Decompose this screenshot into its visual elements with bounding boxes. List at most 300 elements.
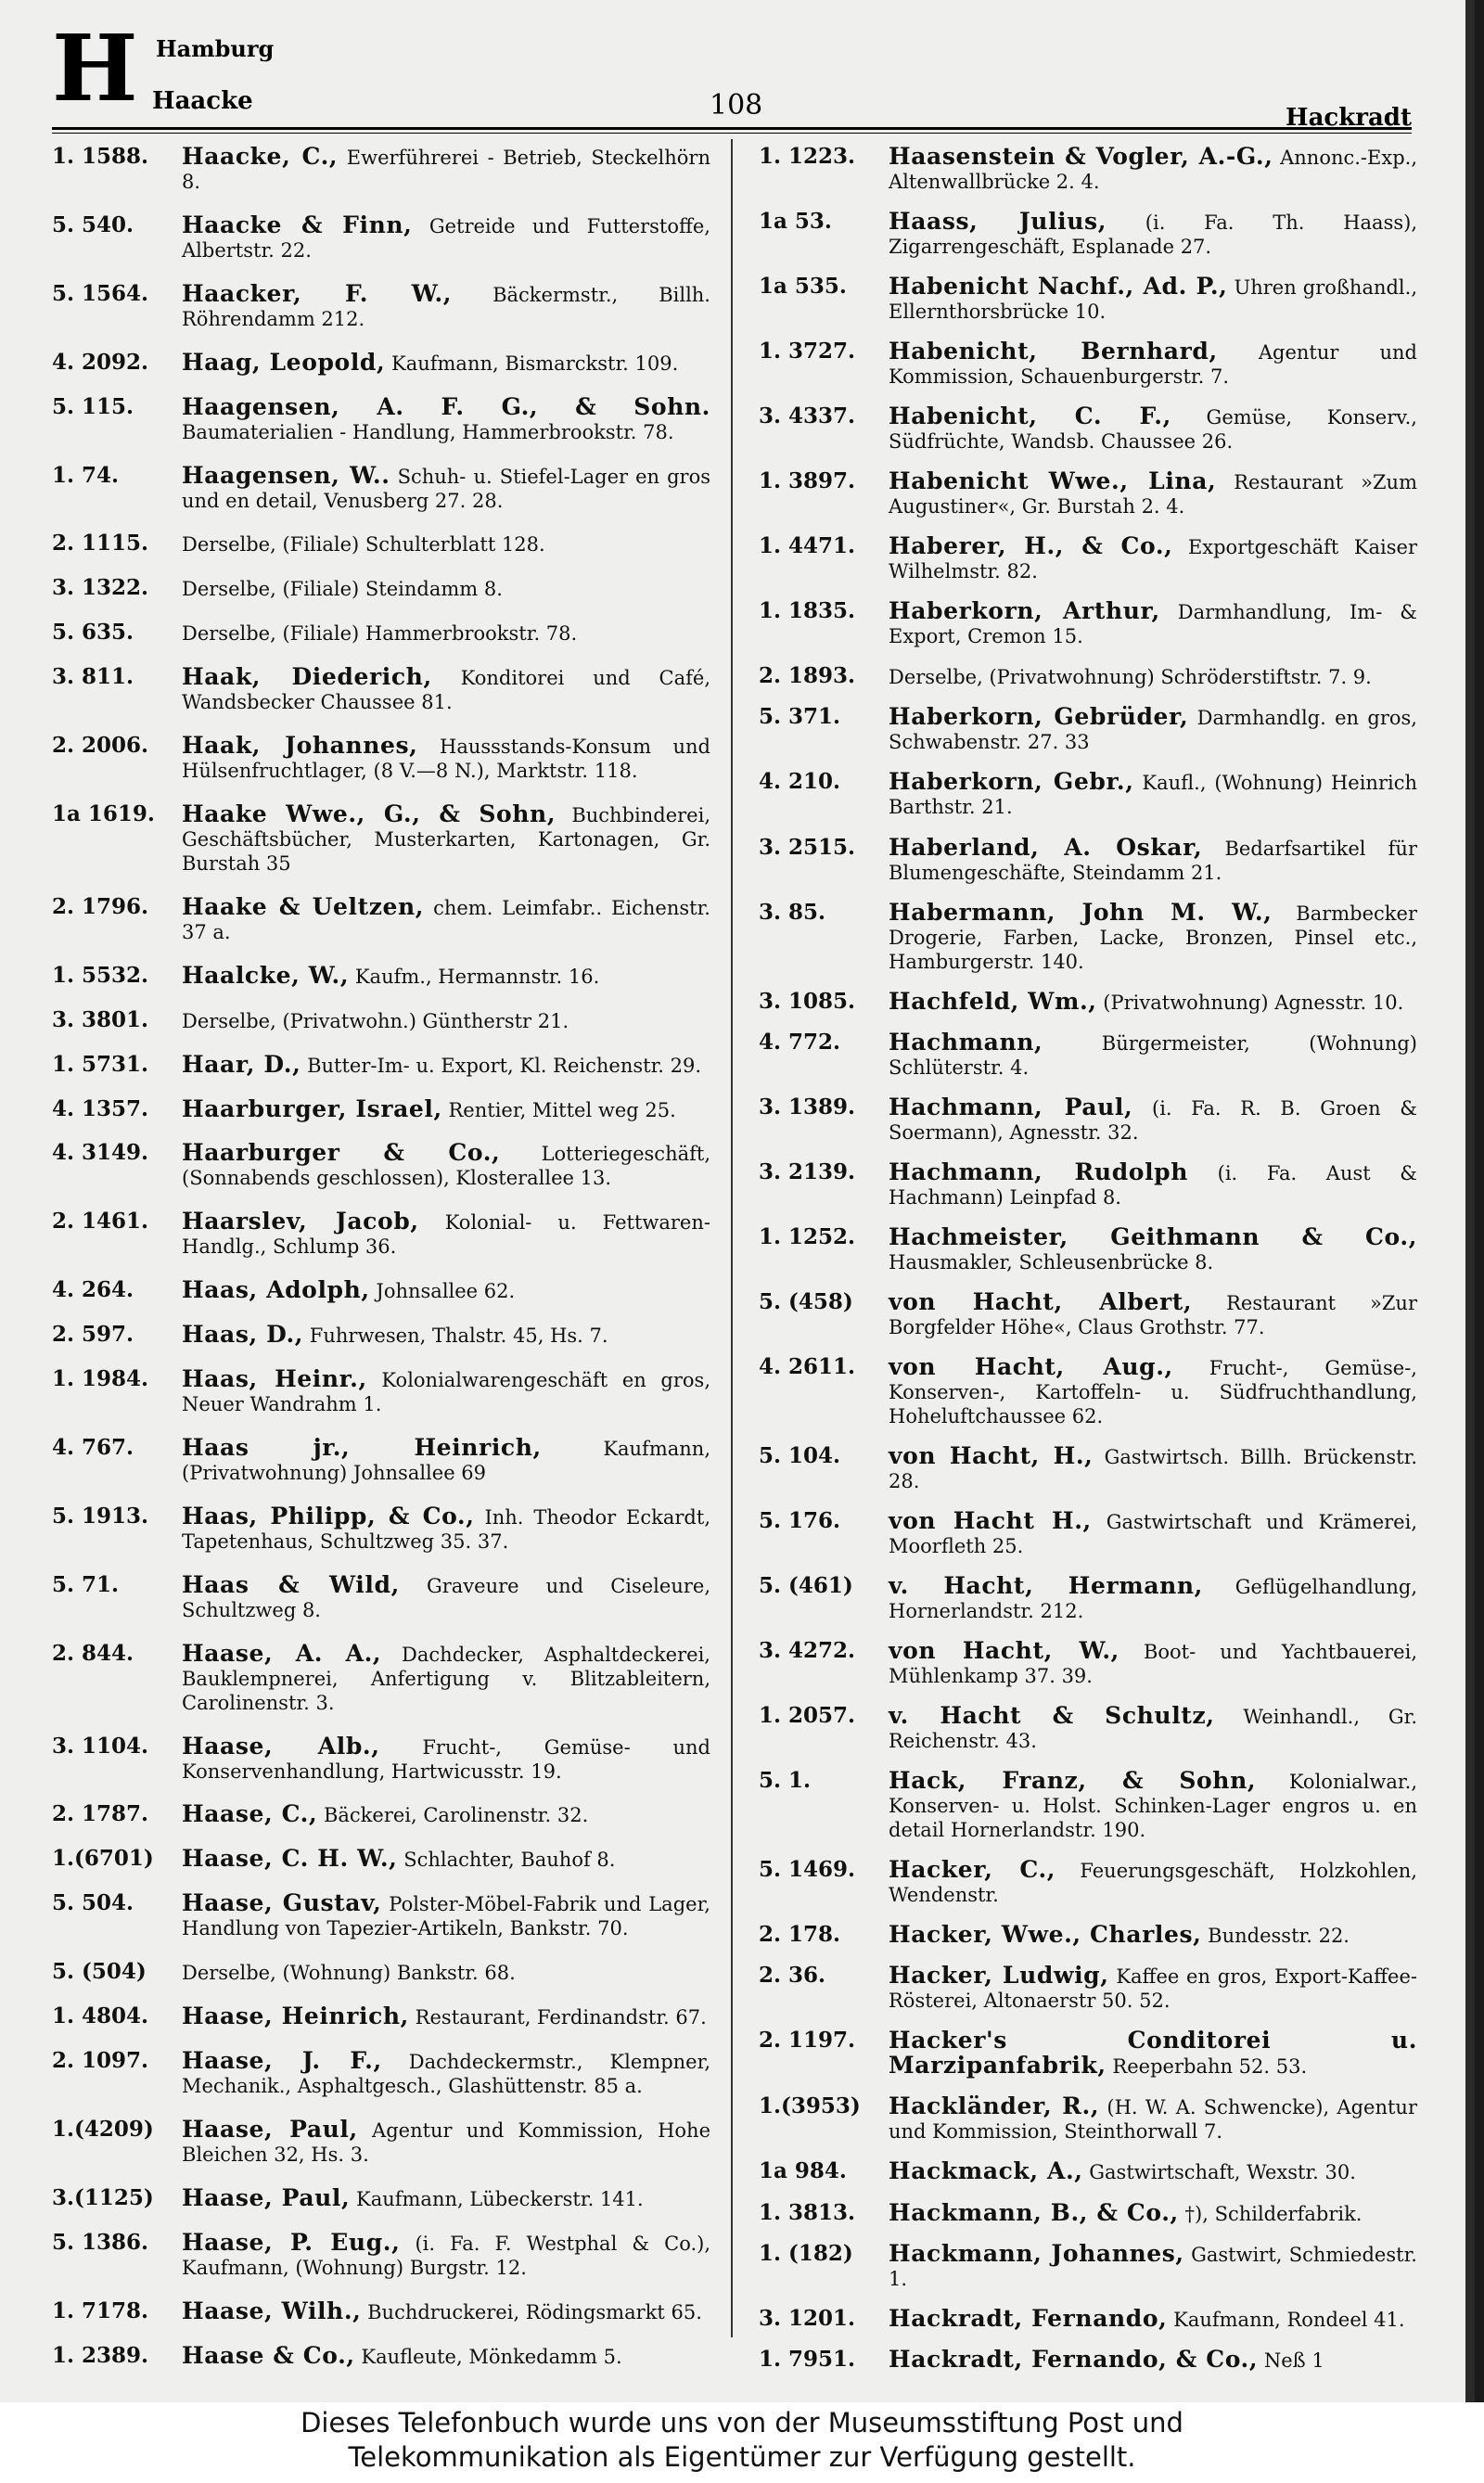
right-column xyxy=(759,145,1417,2388)
page-header xyxy=(0,0,1475,148)
entry-details: Buchbinderei, Geschäftsbücher, Musterkarten, Kartonagen, Gr. Burstah 35 xyxy=(182,803,710,875)
entry-name: Haas, Adolph, xyxy=(182,1276,370,1304)
entry-details: Weinhandl., Gr. Reichenstr. 43. xyxy=(889,1706,1418,1753)
directory-entry xyxy=(759,1923,1417,1948)
directory-entry xyxy=(52,279,710,331)
phone-number: 2. 597. xyxy=(52,1322,134,1348)
entry-details: Geflügelhandlung, Hornerlandstr. 212. xyxy=(889,1576,1417,1623)
entry-details: Inh. Theodor Eckardt, Tapetenhaus, Schultzweg 35. 37. xyxy=(182,1505,710,1553)
entry-details: Kaufm., Hermannstr. 16. xyxy=(354,965,600,988)
directory-entry xyxy=(759,210,1417,259)
entry-name: Haase & Co., xyxy=(182,2341,355,2369)
phone-number: 5. 1. xyxy=(759,1768,812,1794)
entry-details: Feuerungsgeschäft, Holzkohlen, Wendenstr. xyxy=(889,1860,1417,1907)
entry-name: Hacker, C., xyxy=(889,1856,1056,1884)
directory-entry xyxy=(759,705,1417,754)
entry-name: Haas, D., xyxy=(182,1321,304,1349)
phone-number: 3. 1104. xyxy=(52,1733,149,1759)
phone-number: 1a 984. xyxy=(759,2158,847,2184)
directory-entry xyxy=(52,1639,710,1715)
entry-details: Agentur und Kommission, Schauenburgerstr. 7. xyxy=(889,341,1417,389)
phone-number: 1. 4804. xyxy=(52,2003,149,2029)
phone-number: 1. 7178. xyxy=(52,2297,149,2323)
entry-details: Derselbe, (Filiale) Steindamm 8. xyxy=(182,578,503,601)
phone-number: 4. 767. xyxy=(52,1434,134,1460)
entry-details: Bedarfsartikel für Blumengeschäfte, Steindamm 21. xyxy=(889,837,1417,884)
phone-number: 3. 4337. xyxy=(759,403,856,429)
entry-name: Haase, Gustav, xyxy=(182,1889,382,1917)
entry-details: Gemüse, Konserv., Südfrüchte, Wandsb. Chaussee 26. xyxy=(889,406,1417,454)
directory-entry xyxy=(759,2239,1417,2291)
phone-number: 3. 1389. xyxy=(759,1094,856,1120)
entry-name: Haas, Heinr., xyxy=(182,1365,367,1393)
entry-name: Haase, P. Eug., xyxy=(182,2228,401,2256)
directory-entry xyxy=(759,1222,1417,1274)
entry-details: Exportgeschäft Kaiser Wilhelmstr. 82. xyxy=(889,536,1417,583)
directory-entry xyxy=(759,664,1417,689)
entry-name: Haas & Wild, xyxy=(182,1570,400,1598)
entry-name: Hacker, Wwe., Charles, xyxy=(889,1921,1202,1949)
directory-entry xyxy=(759,1160,1417,1210)
directory-entry xyxy=(52,1960,710,1985)
phone-number: 2. 1197. xyxy=(759,2028,856,2054)
entry-name: Haase, A. A., xyxy=(182,1639,382,1667)
directory-entry xyxy=(52,348,710,376)
entry-name: Hachmann, xyxy=(889,1028,1043,1056)
page-edge xyxy=(1465,0,1475,2402)
directory-entry xyxy=(52,1141,710,1190)
entry-name: Haacke & Finn, xyxy=(182,211,413,238)
footer-line-1: Dieses Telefonbuch wurde uns von der Museumsstiftung Post und xyxy=(301,2407,1183,2438)
phone-number: 2. 1461. xyxy=(52,1209,149,1235)
directory-entry xyxy=(52,892,710,944)
directory-entry xyxy=(52,1050,710,1078)
entry-name: Haarburger, Israel, xyxy=(182,1094,442,1122)
phone-number: 1. 74. xyxy=(52,462,120,488)
entry-name: Hachmeister, Geithmann & Co., xyxy=(889,1222,1417,1250)
entry-details: Kaufmann, Lübeckerstr. 141. xyxy=(356,2187,644,2210)
directory-entry xyxy=(759,1964,1417,2013)
directory-entry xyxy=(52,576,710,601)
entry-details: chem. Leimfabr.. Eichenstr. 37 a. xyxy=(182,896,710,943)
directory-entry xyxy=(52,734,710,783)
phone-number: 1. 3813. xyxy=(759,2199,856,2225)
entry-name: Hacker, Ludwig, xyxy=(889,1962,1109,1990)
entry-details: Schlachter, Bauhof 8. xyxy=(403,1849,616,1872)
directory-entry xyxy=(52,2228,711,2280)
phone-number: 5. 1913. xyxy=(52,1503,149,1529)
directory-entry xyxy=(759,1352,1417,1428)
phone-number: 2. 1115. xyxy=(52,531,149,557)
entry-name: Haagensen, A. F. G., & Sohn. xyxy=(182,392,710,420)
entry-details: (Privatwohnung) Agnesstr. 10. xyxy=(1103,991,1404,1014)
directory-entry xyxy=(52,461,710,513)
entry-name: Haas jr., Heinrich, xyxy=(182,1433,542,1461)
phone-number: 5. 1386. xyxy=(52,2229,149,2255)
phone-number: 2. 1787. xyxy=(52,1801,149,1827)
phone-number: 1. 3897. xyxy=(759,468,856,494)
entry-details: Derselbe, (Wohnung) Bankstr. 68. xyxy=(182,1962,516,1985)
entry-name: von Hacht, Aug., xyxy=(889,1352,1173,1380)
phone-number: 3. 3801. xyxy=(52,1006,149,1032)
phone-number: 2. 1097. xyxy=(52,2048,149,2073)
directory-entry xyxy=(52,1802,710,1827)
entry-name: von Hacht, Albert, xyxy=(889,1287,1193,1315)
phone-number: 3.(1125) xyxy=(52,2184,154,2210)
phone-number: 3. 2139. xyxy=(759,1158,856,1184)
entry-details: Kaffee en gros, Export-Kaffee-Rösterei, Altonaerstr 50. 52. xyxy=(889,1965,1417,2013)
phone-number: 2. 36. xyxy=(759,1963,826,1989)
phone-number: 3. 85. xyxy=(759,899,826,925)
entry-details: Getreide und Futterstoffe, Albertstr. 22. xyxy=(182,214,710,262)
entry-name: Haase, Heinrich, xyxy=(182,2003,409,2030)
entry-details: (i. Fa. Aust & Hachmann) Leinpfad 8. xyxy=(889,1161,1417,1209)
entry-details: Kolonial- u. Fettwaren-Handlg., Schlump 36. xyxy=(182,1211,710,1259)
entry-name: Haberer, H., & Co., xyxy=(889,532,1173,560)
directory-entry xyxy=(52,1008,710,1033)
directory-entry xyxy=(52,1323,710,1348)
entry-details: Kolonialwar., Konserven- u. Holst. Schinken-Lager engros u. en detail Hornerlandstr. 190. xyxy=(889,1771,1417,1842)
entry-name: Haacker, F. W., xyxy=(182,279,453,307)
entry-name: Haberkorn, Arthur, xyxy=(889,597,1160,625)
directory-entry xyxy=(52,802,710,876)
phone-number: 2. 844. xyxy=(52,1640,134,1666)
directory-entry xyxy=(759,404,1417,454)
phone-number: 1a 53. xyxy=(759,209,832,235)
entry-details: Bäckerei, Carolinenstr. 32. xyxy=(323,1804,589,1827)
footer-line-2: Telekommunikation als Eigentümer zur Verfügung gestellt. xyxy=(348,2441,1136,2473)
phone-number: 3. 2515. xyxy=(759,834,856,860)
directory-entry xyxy=(759,145,1417,194)
entry-name: Habenicht Nachf., Ad. P., xyxy=(889,273,1228,301)
entry-details: Polster-Möbel-Fabrik und Lager, Handlung von Tapezier-Artikeln, Bankstr. 70. xyxy=(182,1893,710,1940)
directory-entry xyxy=(759,1441,1418,1493)
entry-name: Haase, C., xyxy=(182,1800,318,1828)
directory-entry xyxy=(759,534,1417,583)
phone-number: 1.(4209) xyxy=(52,2116,154,2142)
directory-entry xyxy=(759,2345,1417,2373)
entry-name: Hack, Franz, & Sohn, xyxy=(889,1767,1257,1795)
entry-details: Gastwirtschaft, Wexstr. 30. xyxy=(1089,2161,1356,2184)
entry-name: Haberkorn, Gebr., xyxy=(889,768,1134,796)
entry-details: †), Schilderfabrik. xyxy=(1184,2202,1362,2225)
entry-details: Kaufmann, (Privatwohnung) Johnsallee 69 xyxy=(182,1437,710,1484)
phone-number: 3. 1201. xyxy=(759,2305,856,2331)
header-rule xyxy=(52,127,1412,134)
entry-details: Lotteriegeschäft, (Sonnabends geschlossen), Klosterallee 13. xyxy=(182,1143,710,1190)
directory-entry xyxy=(759,339,1417,389)
directory-entry xyxy=(759,1639,1417,1688)
entry-details: Rentier, Mittel weg 25. xyxy=(448,1098,676,1121)
directory-entry xyxy=(759,1030,1417,1080)
phone-number: 2. 1893. xyxy=(759,663,856,689)
phone-number: 1. 4471. xyxy=(759,533,856,559)
entry-name: von Hacht, W., xyxy=(889,1637,1119,1665)
entry-name: Haake & Ueltzen, xyxy=(182,892,425,920)
phone-number: 1.(3953) xyxy=(759,2093,861,2119)
entry-details: Kaufleute, Mönkedamm 5. xyxy=(361,2345,622,2368)
directory-entry xyxy=(52,2299,710,2324)
phone-number: 3. 1322. xyxy=(52,575,149,601)
directory-entry xyxy=(52,1504,710,1554)
directory-entry xyxy=(52,392,710,444)
entry-name: Hackradt, Fernando, xyxy=(889,2304,1168,2332)
directory-entry xyxy=(759,1287,1417,1339)
directory-entry xyxy=(759,1858,1417,1907)
phone-number: 1. 1588. xyxy=(52,144,149,169)
phone-number: 5. 115. xyxy=(52,393,134,419)
phone-number: 5. 504. xyxy=(52,1890,134,1916)
phone-number: 1. 3727. xyxy=(759,339,856,365)
phone-number: 2. 2006. xyxy=(52,733,149,759)
entry-details: Graveure und Ciseleure, Schultzweg 8. xyxy=(182,1574,710,1621)
entry-name: v. Hacht, Hermann, xyxy=(889,1572,1203,1600)
entry-name: Hackmack, A., xyxy=(889,2157,1083,2185)
entry-details: Kaufmann, Rondeel 41. xyxy=(1173,2308,1405,2331)
entry-name: Hackmann, B., & Co., xyxy=(889,2198,1179,2226)
directory-entry xyxy=(759,2198,1417,2226)
entry-details: Dachdecker, Asphaltdeckerei, Bauklempnerei, Anfertigung v. Blitzableitern, Carolinenstr. 3. xyxy=(182,1643,710,1714)
entry-name: Haagensen, W.. xyxy=(182,461,390,489)
entry-details: Ewerführerei - Betrieb, Steckelhörn 8. xyxy=(182,147,710,193)
phone-number: 5. (458) xyxy=(759,1288,853,1314)
directory-entry xyxy=(52,1433,710,1485)
phone-number: 4. 1357. xyxy=(52,1095,149,1121)
directory-entry xyxy=(52,961,710,989)
entry-details: Darmhandlung, Im- & Export, Cremon 15. xyxy=(889,601,1417,648)
directory-entry xyxy=(759,2159,1417,2184)
entry-details: Bürgermeister, (Wohnung) Schlüterstr. 4. xyxy=(889,1031,1417,1079)
entry-name: Hachmann, Paul, xyxy=(889,1093,1133,1120)
entry-details: Restaurant »Zum Augustiner«, Gr. Burstah 2. 4. xyxy=(889,471,1417,518)
entry-details: Konditorei und Café, Wandsbecker Chaussee 81. xyxy=(182,667,710,714)
directory-entry xyxy=(52,213,710,262)
directory-entry xyxy=(52,2183,710,2211)
directory-entry xyxy=(52,2341,710,2369)
entry-details: Restaurant »Zur Borgfelder Höhe«, Claus Grothstr. 77. xyxy=(889,1291,1417,1338)
directory-entry xyxy=(759,987,1417,1015)
phone-number: 2. 178. xyxy=(759,1922,841,1948)
entry-name: Haass, Julius, xyxy=(889,208,1107,236)
entry-name: Haarslev, Jacob, xyxy=(182,1208,419,1235)
phone-number: 5. 176. xyxy=(759,1507,841,1533)
entry-name: Haase, Paul, xyxy=(182,2183,351,2211)
entry-details: (i. Fa. R. B. Groen & Soermann), Agnesstr. 32. xyxy=(889,1096,1417,1144)
entry-details: Gastwirt, Schmiedestr. 1. xyxy=(889,2243,1417,2290)
entry-details: (H. W. A. Schwencke), Agentur und Kommission, Steinthorwall 7. xyxy=(889,2096,1417,2144)
phone-number: 5. 71. xyxy=(52,1571,120,1597)
footer-credit xyxy=(0,2402,1484,2483)
section-letter: H xyxy=(52,16,138,122)
phone-number: 1. 2057. xyxy=(759,1703,856,1729)
directory-entry xyxy=(759,599,1417,648)
phone-number: 1a 1619. xyxy=(52,800,155,826)
phone-number: 1. 7951. xyxy=(759,2346,856,2372)
column-divider xyxy=(731,139,733,2337)
entry-name: Hackländer, R., xyxy=(889,2093,1100,2120)
directory-entry xyxy=(52,665,710,714)
entry-details: Baumaterialien - Handlung, Hammerbrookstr. 78. xyxy=(182,420,674,443)
phone-number: 5. (461) xyxy=(759,1573,853,1599)
phone-number: 4. 2092. xyxy=(52,349,149,375)
directory-entry xyxy=(52,1891,710,1940)
entry-details: Agentur und Kommission, Hohe Bleichen 32, Hs. 3. xyxy=(182,2118,710,2166)
entry-name: Haase, Paul, xyxy=(182,2115,358,2143)
directory-entry xyxy=(759,898,1417,974)
entry-details: Gastwirtschaft und Krämerei, Moorfleth 25. xyxy=(889,1510,1417,1557)
entry-details: Derselbe, (Privatwohnung) Schröderstiftstr. 7. 9. xyxy=(889,666,1372,689)
entry-name: Haase, Wilh., xyxy=(182,2297,362,2324)
directory-entry xyxy=(759,469,1417,518)
entry-name: Haberland, A. Oskar, xyxy=(889,833,1203,861)
entry-name: Haag, Leopold, xyxy=(182,348,386,376)
phone-number: 3. 1085. xyxy=(759,988,856,1014)
directory-entry xyxy=(759,1095,1417,1145)
phone-number: 5. 540. xyxy=(52,211,134,237)
directory-entry xyxy=(52,2115,710,2167)
page-number: 108 xyxy=(710,89,763,122)
entry-details: Neß 1 xyxy=(1263,2349,1324,2372)
entry-name: Hacker's Conditorei u. Marzipanfabrik, xyxy=(889,2027,1417,2080)
directory-entry xyxy=(52,1210,710,1259)
phone-number: 1. 1984. xyxy=(52,1366,149,1392)
phone-number: 4. 210. xyxy=(759,769,841,795)
entry-name: v. Hacht & Schultz, xyxy=(889,1702,1215,1730)
entry-details: Derselbe, (Privatwohn.) Güntherstr 21. xyxy=(182,1009,569,1032)
entry-name: Haase, Alb., xyxy=(182,1732,380,1760)
phone-number: 4. 3149. xyxy=(52,1140,149,1166)
entry-details: Darmhandlg. en gros, Schwabenstr. 27. 33 xyxy=(889,707,1417,754)
entry-details: Johnsallee 62. xyxy=(376,1280,516,1303)
phone-number: 4. 264. xyxy=(52,1277,134,1303)
entry-details: Fuhrwesen, Thalstr. 45, Hs. 7. xyxy=(309,1325,608,1348)
entry-name: von Hacht H., xyxy=(889,1506,1092,1534)
phone-number: 1.(6701) xyxy=(52,1846,154,1872)
directory-entry xyxy=(759,275,1417,324)
entry-name: Haar, D., xyxy=(182,1050,301,1078)
directory-entry xyxy=(759,1506,1417,1558)
entry-name: Haas, Philipp, & Co., xyxy=(182,1502,475,1529)
directory-entry xyxy=(759,2304,1417,2332)
entry-name: von Hacht, H., xyxy=(889,1441,1094,1469)
entry-details: Dachdeckermstr., Klempner, Mechanik., Asphaltgesch., Glashüttenstr. 85 a. xyxy=(182,2051,710,2097)
directory-entry xyxy=(759,833,1417,885)
directory-entry xyxy=(52,1367,710,1416)
directory-entry xyxy=(52,2004,710,2029)
entry-name: Habenicht Wwe., Lina, xyxy=(889,467,1217,495)
entry-details: Buchdruckerei, Rödingsmarkt 65. xyxy=(367,2300,702,2323)
entry-details: Frucht-, Gemüse- und Konservenhandlung, Hartwicusstr. 19. xyxy=(182,1735,710,1783)
directory-entry xyxy=(52,145,710,194)
entry-details: Derselbe, (Filiale) Hammerbrookstr. 78. xyxy=(182,622,578,646)
phone-number: 5. 1564. xyxy=(52,280,149,306)
entry-details: Uhren großhandl., Ellernthorsbrücke 10. xyxy=(889,276,1417,324)
directory-entry xyxy=(52,621,710,646)
entry-name: Haake Wwe., G., & Sohn, xyxy=(182,800,556,827)
entry-name: Haak, Johannes, xyxy=(182,732,418,760)
phone-number: 1. 5532. xyxy=(52,962,149,988)
phone-number: 1. 1223. xyxy=(759,144,856,169)
directory-entry xyxy=(759,770,1417,819)
entry-details: Gastwirtsch. Billh. Brückenstr. 28. xyxy=(889,1445,1418,1492)
entry-name: Haarburger & Co., xyxy=(182,1139,501,1167)
directory-entry xyxy=(52,1094,710,1122)
entry-name: Habenicht, Bernhard, xyxy=(889,338,1218,365)
entry-details: Annonc.-Exp., Altenwallbrücke 2. 4. xyxy=(889,147,1417,193)
phone-number: 5. 104. xyxy=(759,1442,841,1468)
entry-details: (i. Fa. F. Westphal & Co.), Kaufmann, (Wohnung) Burgstr. 12. xyxy=(182,2232,711,2279)
entry-name: Haacke, C., xyxy=(182,143,339,170)
entry-details: Boot- und Yachtbauerei, Mühlenkamp 37. 39. xyxy=(889,1641,1417,1688)
entry-details: Haussstands-Konsum und Hülsenfruchtlager, (8 V.—8 N.), Marktstr. 118. xyxy=(182,736,710,783)
directory-entry xyxy=(52,2049,710,2098)
entry-name: Haak, Diederich, xyxy=(182,663,432,691)
entry-details: Frucht-, Gemüse-, Konserven-, Kartoffeln- u. Südfruchthandlung, Hoheluftchaussee 62. xyxy=(889,1356,1417,1427)
entry-details: Schuh- u. Stiefel-Lager en gros und en detail, Venusberg 27. 28. xyxy=(182,465,710,512)
entry-details: Kolonialwarengeschäft en gros, Neuer Wandrahm 1. xyxy=(182,1369,710,1416)
entry-name: Habenicht, C. F., xyxy=(889,403,1171,430)
entry-details: Hausmakler, Schleusenbrücke 8. xyxy=(889,1250,1214,1273)
phone-number: 3. 811. xyxy=(52,664,134,690)
directory-entry xyxy=(52,1847,710,1872)
entry-details: (i. Fa. Th. Haass), Zigarrengeschäft, Esplanade 27. xyxy=(889,211,1417,259)
directory-entry xyxy=(759,2029,1417,2079)
entry-name: Hachmann, Rudolph xyxy=(889,1158,1189,1185)
directory-entry xyxy=(759,1769,1417,1842)
phone-number: 1. 1835. xyxy=(759,598,856,624)
phone-number: 1. 2389. xyxy=(52,2342,149,2368)
phone-number: 4. 772. xyxy=(759,1029,841,1055)
phone-number: 1. 5731. xyxy=(52,1051,149,1077)
phone-number: 5. (504) xyxy=(52,1959,147,1985)
directory-entry xyxy=(52,1734,710,1784)
phone-number: 5. 635. xyxy=(52,620,134,646)
entry-details: Kaufmann, Bismarckstr. 109. xyxy=(391,352,679,375)
entry-details: Bundesstr. 22. xyxy=(1208,1925,1350,1948)
directory-entry xyxy=(759,1704,1417,1753)
phone-number: 2. 1796. xyxy=(52,893,149,919)
entry-name: Haberkorn, Gebrüder, xyxy=(889,703,1189,731)
phone-number: 4. 2611. xyxy=(759,1353,856,1379)
entry-name: Hackradt, Fernando, & Co., xyxy=(889,2345,1259,2373)
entry-details: Butter-Im- u. Export, Kl. Reichenstr. 29. xyxy=(307,1054,702,1077)
entry-name: Hackmann, Johannes, xyxy=(889,2239,1184,2267)
entry-name: Haase, C. H. W., xyxy=(182,1845,398,1873)
directory-entry xyxy=(52,1278,710,1303)
directory-entry xyxy=(52,531,710,557)
entry-name: Haasenstein & Vogler, A.-G., xyxy=(889,143,1273,170)
entry-name: Hachfeld, Wm., xyxy=(889,987,1097,1015)
entry-details: Barmbecker Drogerie, Farben, Lacke, Bronzen, Pinsel etc., Hamburgerstr. 140. xyxy=(889,902,1417,973)
phone-number: 5. 371. xyxy=(759,704,841,730)
first-entry-guide: Haacke xyxy=(152,87,253,115)
left-column xyxy=(52,145,710,2387)
directory-entry xyxy=(759,1574,1417,1623)
phone-number: 1. 1252. xyxy=(759,1223,856,1249)
entry-details: Reeperbahn 52. 53. xyxy=(1112,2055,1308,2079)
phone-number: 5. 1469. xyxy=(759,1857,856,1883)
city-heading: Hamburg xyxy=(156,35,275,62)
phone-number: 1. (182) xyxy=(759,2240,853,2266)
directory-entry xyxy=(759,2094,1417,2144)
entry-details: Kaufl., (Wohnung) Heinrich Barthstr. 21. xyxy=(889,772,1417,819)
entry-details: Derselbe, (Filiale) Schulterblatt 128. xyxy=(182,533,545,557)
entry-name: Haalcke, W., xyxy=(182,961,350,989)
directory-entry xyxy=(52,1570,710,1622)
last-entry-guide: Hackradt xyxy=(1286,104,1412,132)
entry-name: Habermann, John M. W., xyxy=(889,898,1273,926)
entry-details: Bäckermstr., Billh. Röhrendamm 212. xyxy=(182,283,710,330)
